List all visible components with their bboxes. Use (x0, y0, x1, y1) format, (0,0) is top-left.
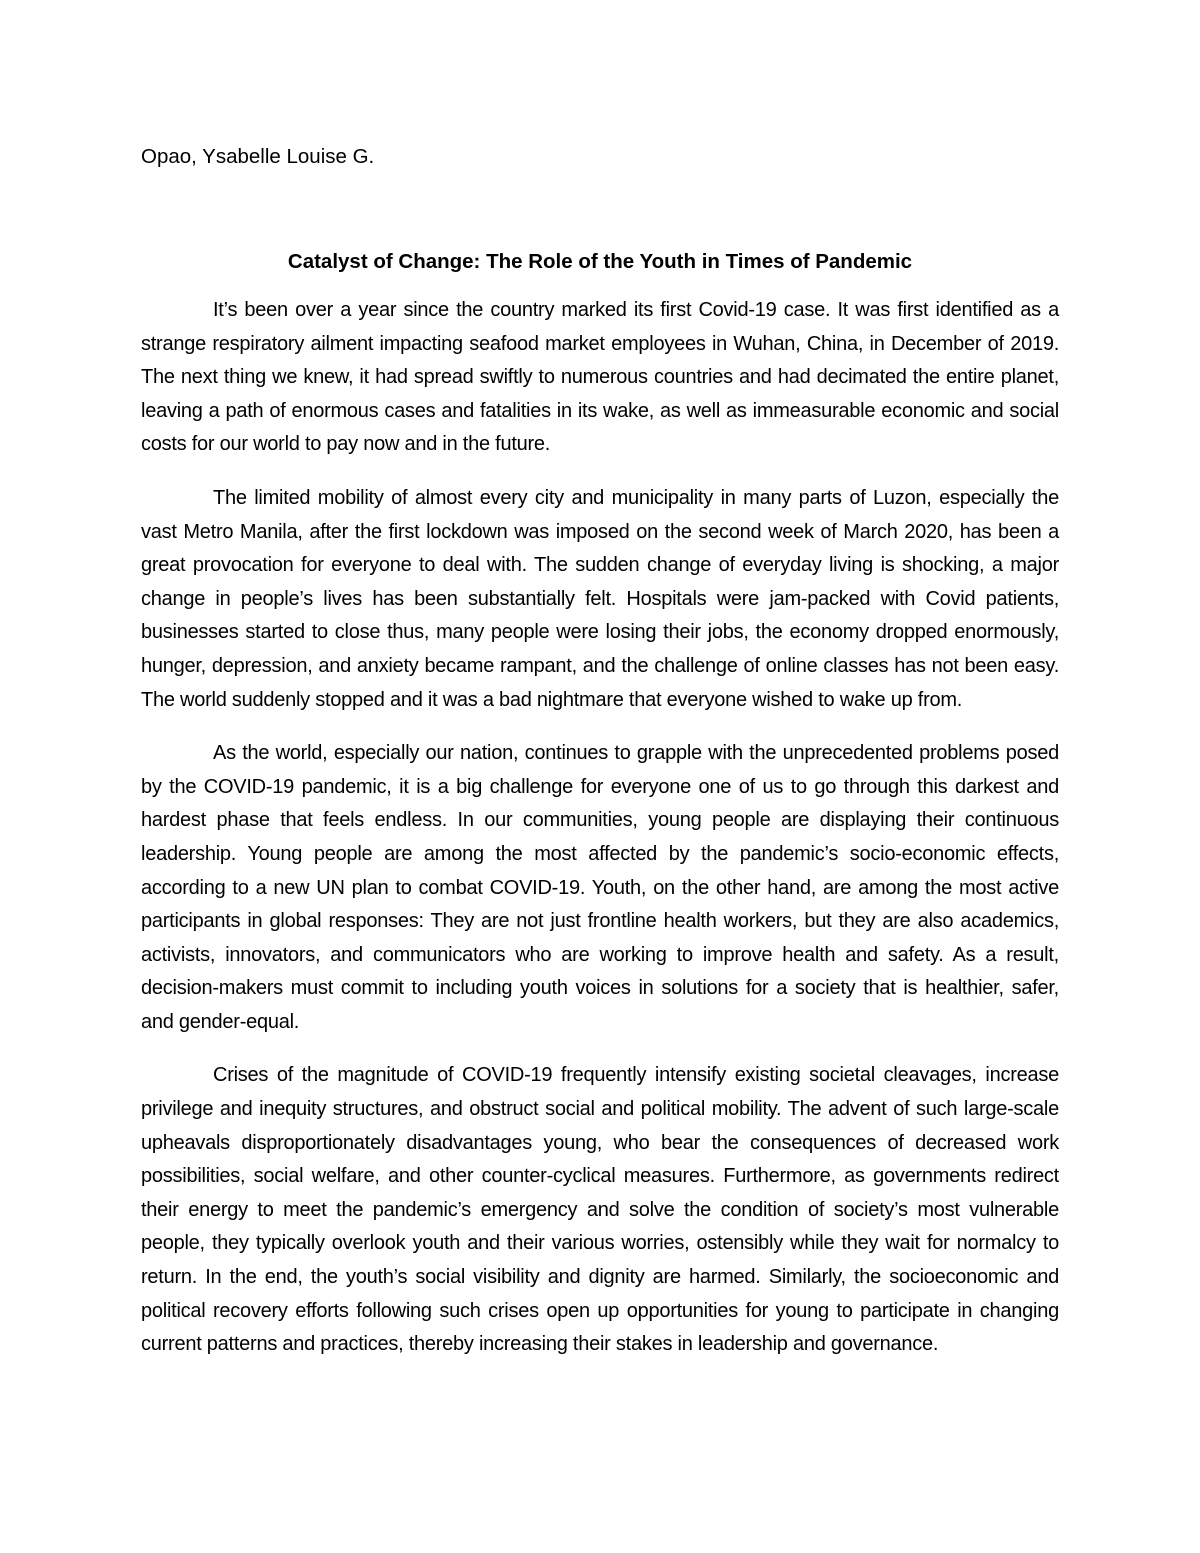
paragraph: It’s been over a year since the country marked its first Covid-19 case. It was first identified as a strange respiratory ailment impacting seafood market employees in Wuhan, China, in December of 2019. The next thing we knew, it had spread swiftly to numerous countries and had decimated the entire planet, leaving a path of enormous cases and fatalities in its wake, as well as immeasurable economic and social costs for our world to pay now and in the future. (141, 299, 1059, 456)
author-name: Opao, Ysabelle Louise G. (141, 145, 375, 168)
paragraph: As the world, especially our nation, continues to grapple with the unprecedented problems posed by the COVID-19 pandemic, it is a big challenge for everyone one of us to go through this darkest and hardest phase that feels endless. In our communities, young people are displaying their continuous leadership. Young people are among the most affected by the pandemic’s socio-economic effects, according to a new UN plan to combat COVID-19. Youth, on the other hand, are among the most active participants in global responses: They are not just frontline health workers, but they are also academics, activists, innovators, and communicators who are working to improve health and safety. As a result, decision-makers must commit to including youth voices in solutions for a society that is healthier, safer, and gender-equal. (141, 742, 1059, 1033)
paragraph: Crises of the magnitude of COVID-19 frequently intensify existing societal cleavages, increase privilege and inequity structures, and obstruct social and political mobility. The advent of such large-scale upheavals disproportionately disadvantages young, who bear the consequences of decreased work possibilities, social welfare, and other counter-cyclical measures. Furthermore, as governments redirect their energy to meet the pandemic’s emergency and solve the condition of society’s most vulnerable people, they typically overlook youth and their various worries, ostensibly while they wait for normalcy to return. In the end, the youth’s social visibility and dignity are harmed. Similarly, the socioeconomic and political recovery efforts following such crises open up opportunities for young to participate in changing current patterns and practices, thereby increasing their stakes in leadership and governance. (141, 1064, 1059, 1356)
essay-body (141, 294, 1059, 1382)
essay-title: Catalyst of Change: The Role of the Youth in Times of Pandemic (287, 250, 913, 273)
paragraph: The limited mobility of almost every city and municipality in many parts of Luzon, especially the vast Metro Manila, after the first lockdown was imposed on the second week of March 2020, has been a great provocation for everyone to deal with. The sudden change of everyday living is shocking, a major change in people’s lives has been substantially felt. Hospitals were jam-packed with Covid patients, businesses started to close thus, many people were losing their jobs, the economy dropped enormously, hunger, depression, and anxiety became rampant, and the challenge of online classes has not been easy. The world suddenly stopped and it was a bad nightmare that everyone wished to wake up from. (141, 486, 1059, 711)
